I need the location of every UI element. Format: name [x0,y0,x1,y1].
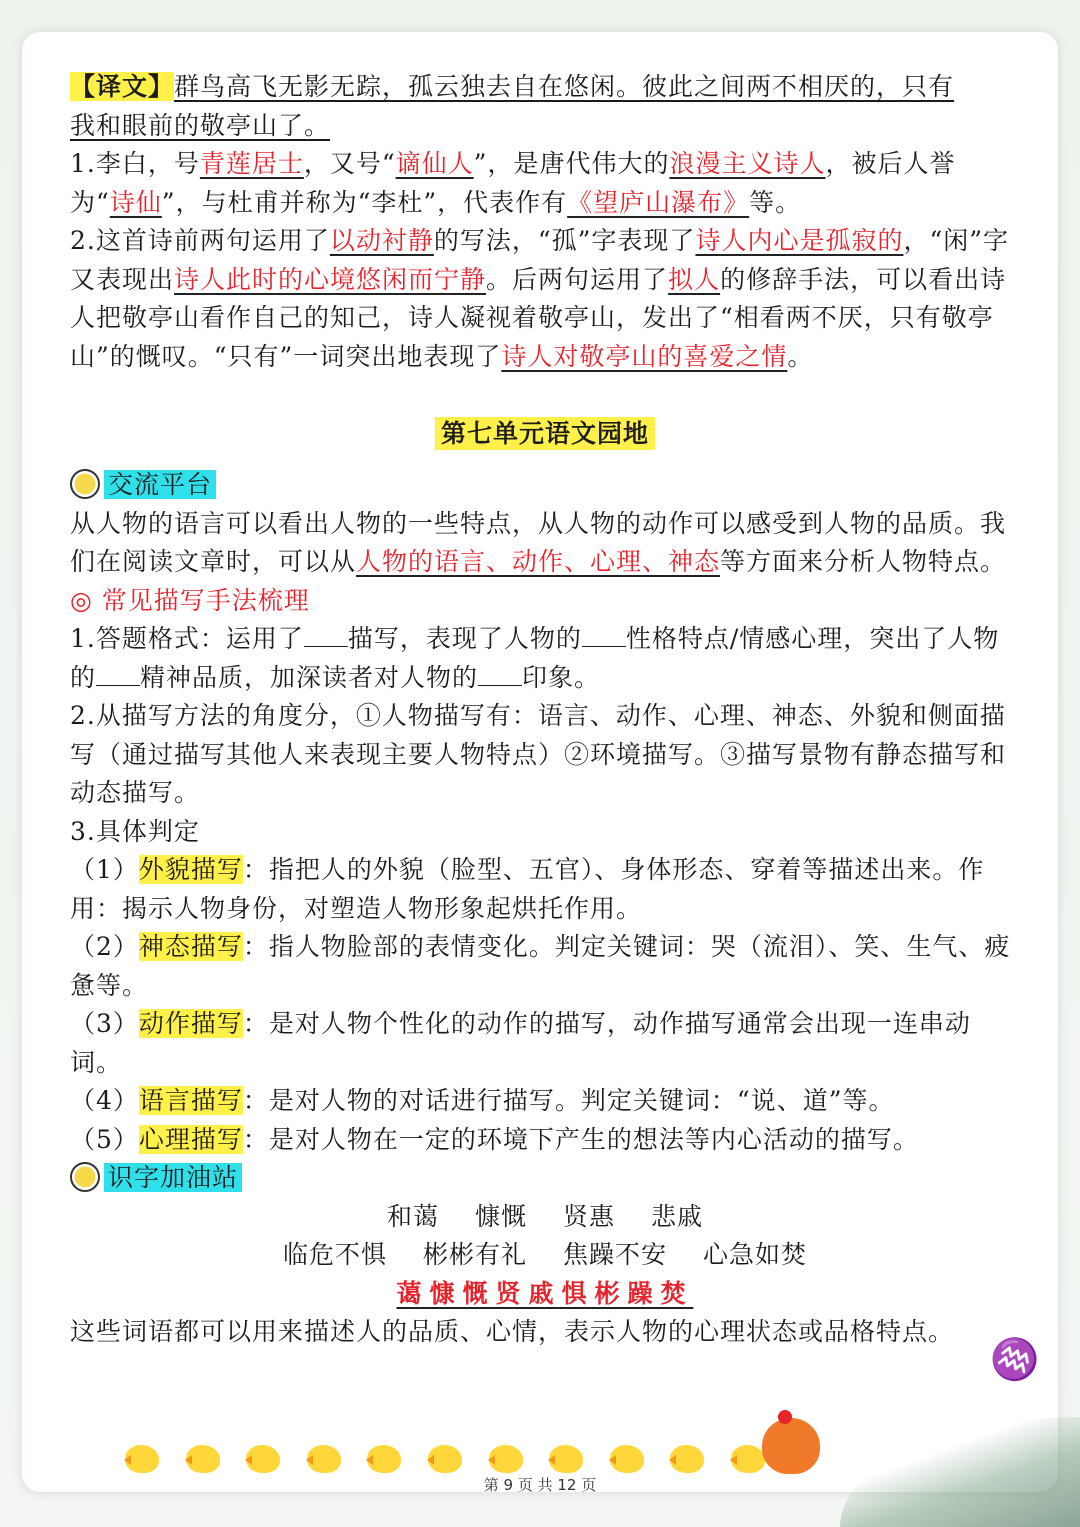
section-exchange-heading [70,466,1020,505]
text: 的写法，“孤”字表现了 [433,226,696,255]
item-desc: ：是对人物的对话进行描写。判定关键词：“说、道”等。 [242,1086,895,1115]
circle-bullet-icon [70,1162,100,1192]
section-literacy-heading [70,1159,1020,1198]
circle-bullet-icon [70,469,100,499]
item-term: 语言描写 [138,1086,243,1115]
word: 焦躁不安 [563,1240,668,1269]
chick-icon [246,1445,280,1473]
method-item [70,928,1020,1005]
text: 2.这首诗前两句运用了 [70,226,330,255]
blank-line [96,663,140,686]
answer-red: 青莲居士 [199,149,304,178]
key-characters [70,1275,1020,1314]
text: 等。 [749,187,802,217]
text: 描写，表现了人物的 [347,624,582,653]
text: 。 [787,341,814,371]
chick-icon [428,1445,462,1473]
answer-format-line [70,620,1020,697]
judgement-heading: 3.具体判定 [70,816,200,846]
chick-icon [186,1445,220,1473]
word: 和蔼 [386,1201,439,1231]
text: 从人物的语言可以看出人物的一些特点，从人物的动作可以感受到人物的品质。我们在阅读文章时，可以从 [70,508,1007,576]
method-item [70,1121,1020,1160]
chick-icon [549,1445,583,1473]
method-item [70,1082,1020,1121]
item-term: 神态描写 [138,932,243,961]
word: 贤惠 [563,1201,616,1231]
text: 1.李白，号 [70,149,200,178]
item-number: （3） [70,1009,139,1038]
word: 临危不惧 [282,1240,387,1269]
text: 性格特点/情感心理，突出了人物的 [70,624,1000,692]
text: ，又号“ [303,149,396,178]
answer-red: 诗人对敬亭山的喜爱之情 [501,341,788,371]
answer-red: 谪仙人 [395,149,474,178]
item-term: 动作描写 [138,1009,243,1038]
methods-classification: 2.从描写方法的角度分，①人物描写有：语言、动作、心理、神态、外貌和侧面描写（通过描写其他人来表现主要人物特点）②环境描写。③描写景物有静态描写和动态描写。 [70,701,1007,807]
word: 慷慨 [474,1201,527,1231]
chick-icon [367,1445,401,1473]
chick-icon [670,1445,704,1473]
text: ，“闲”字又表现出 [70,226,1010,294]
answer-red: 拟人 [668,264,721,294]
method-item [70,851,1020,928]
unit-title-text: 第七单元语文园地 [435,417,655,450]
literacy-summary: 这些词语都可以用来描述人的品质、心情，表示人物的心理状态或品格特点。 [70,1317,955,1346]
chick-icon [731,1445,765,1473]
answer-red: 诗人内心是孤寂的 [695,226,904,255]
chick-icon [307,1445,341,1473]
text: 1.答题格式：运用了 [70,624,304,653]
chick-icon [125,1445,159,1473]
unit-title [70,414,1020,454]
page-number: 第 9 页 共 12 页 [483,1476,597,1494]
answer-red: 诗人此时的心境悠闲而宁静 [174,264,487,294]
answer-red: 《望庐山瀑布》 [567,187,750,217]
section-heading-text: 识字加油站 [104,1163,242,1192]
word: 彬彬有礼 [422,1240,527,1269]
translation-paragraph [70,68,1020,145]
item-desc: ：指把人的外貌（脸型、五官）、身体形态、穿着等描述出来。作用：揭示人物身份，对塑造人物形象起烘托作用。 [70,855,985,923]
answer-red: 浪漫主义诗人 [669,149,826,178]
answer-red: 诗仙 [109,187,162,217]
translation-text-a: 群鸟高飞无影无踪，孤云独去自在悠闲。彼此之间两不相厌的，只有 [174,72,955,101]
item-term: 心理描写 [138,1124,243,1154]
item-number: （4） [70,1086,139,1115]
text: ，被后人誉为“ [70,149,956,217]
text: 等方面来分析人物特点。 [720,547,1007,576]
method-item [70,1005,1020,1082]
word: 心急如焚 [703,1240,808,1269]
translation-tag: 【译文】 [70,72,175,101]
word-row-1 [70,1198,1020,1237]
text: 的修辞手法，可以看出诗人把敬亭山看作自己的知己，诗人凝视着敬亭山，发出了“相看两不厌，只有敬亭山”的慨叹。“只有”一词突出地表现了 [70,264,1007,371]
item-number: （5） [70,1124,139,1154]
text: ”，是唐代伟大的 [473,149,670,178]
libai-paragraph [70,145,1020,222]
item-desc: ：是对人物个性化的动作的描写，动作描写通常会出现一连串动词。 [70,1009,971,1077]
word: 悲戚 [651,1201,704,1231]
translation-text-b: 我和眼前的敬亭山了。 [70,110,331,140]
poem-analysis-paragraph [70,222,1020,376]
item-number: （1） [70,855,139,884]
section-heading-text: 交流平台 [104,470,216,499]
text: 精神品质，加深读者对人物的 [140,662,479,692]
key-characters-text: 蔼慷慨贤戚惧彬躁焚 [396,1278,694,1308]
text: 。后两句运用了 [486,264,669,294]
word-row-2 [70,1236,1020,1275]
hen-icon [762,1418,820,1474]
answer-red: 人物的语言、动作、心理、神态 [356,547,721,576]
item-desc: ：指人物脸部的表情变化。判定关键词：哭（流泪）、笑、生气、疲惫等。 [70,932,1011,1000]
item-term: 外貌描写 [138,855,243,884]
text: ”，与杜甫并称为“李杜”，代表作有 [161,187,568,217]
text: 印象。 [522,662,601,692]
document-content [70,68,1020,1352]
methods-heading: ◎ 常见描写手法梳理 [70,585,310,615]
item-number: （2） [70,932,139,961]
blank-line [582,624,626,647]
blank-line [304,624,348,647]
chick-icon [489,1445,523,1473]
item-desc: ：是对人物在一定的环境下产生的想法等内心活动的描写。 [242,1124,919,1154]
exchange-paragraph [70,505,1020,582]
swallow-icon: ♒ [983,1329,1047,1391]
blank-line [478,663,522,686]
chick-icon [610,1445,644,1473]
answer-red: 以动衬静 [329,226,434,255]
